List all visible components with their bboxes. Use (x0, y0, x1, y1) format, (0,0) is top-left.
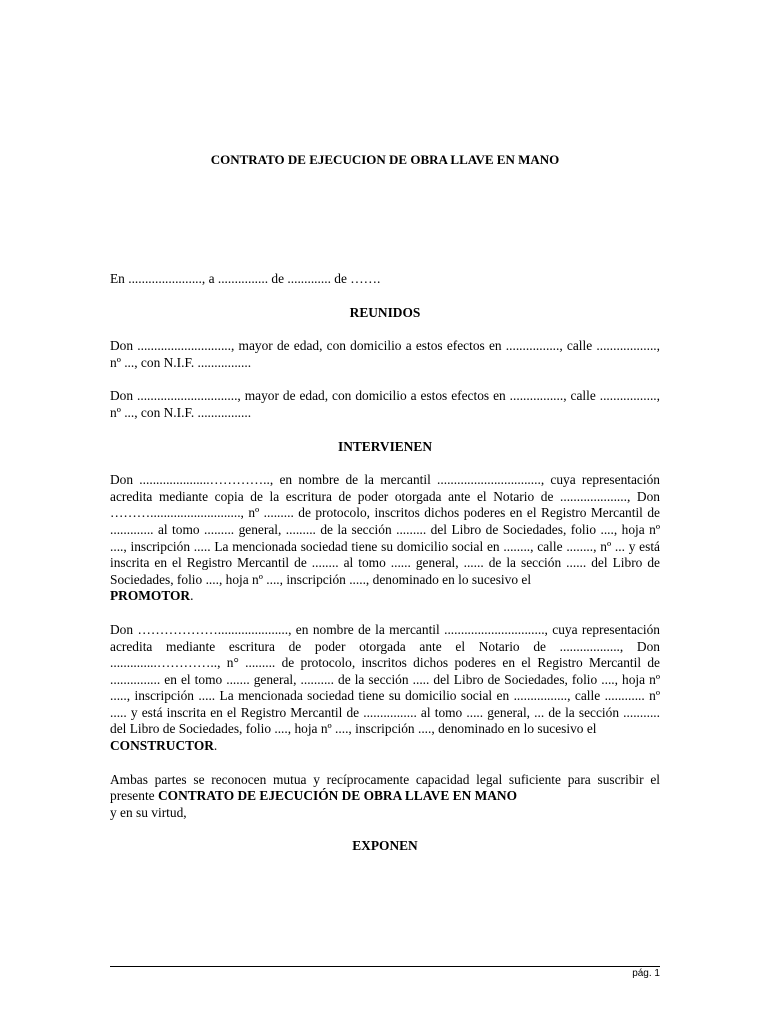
ambas-text-end: y en su virtud, (110, 804, 187, 820)
promotor-label: PROMOTOR (110, 588, 191, 604)
constructor-label: CONSTRUCTOR (110, 738, 214, 754)
page-number: pág. 1 (632, 968, 660, 979)
promotor-period: . (190, 588, 194, 604)
document-body (110, 271, 660, 872)
contract-name-bold: CONTRATO DE EJECUCIÓN DE OBRA LLAVE EN MANO (157, 788, 517, 804)
exponen-heading: EXPONEN (352, 838, 418, 854)
footer-divider (110, 966, 660, 967)
intervienen-heading: INTERVIENEN (337, 438, 433, 454)
intervienen-p2-text: Don ………………....................., en nombre de la mercantil .............................., cuya representación acredita mediante escritura de poder otorgada ante el Notario de .................., Don ..............………….., n° ......... de protocolo, inscritos dichos poderes en el Registro Mercantil de ............... en el tomo ....... general, .......... de la sección ..... del Libro de Sociedades, folio ...., hoja nº ....., inscripción ..... La mencionada sociedad tiene su domicilio social en ................, calle ............ nº ..... y está inscrita en el Registro Mercantil de ................ al tomo ..... general, ... de la sección ........... del Libro de Sociedades, folio ...., hoja nº ...., inscripción ...., denominado en lo sucesivo el (110, 621, 660, 737)
ambas-text-start: Ambas partes se reconocen mutua y recíprocamente capacidad legal suficiente para suscribir el presente (110, 771, 660, 804)
ambas-partes-paragraph (110, 772, 660, 822)
constructor-period: . (213, 738, 218, 754)
reunidos-paragraph-1: Don ............................, mayor de edad, con domicilio a estos efectos en ................, calle .................., nº ..., con N.I.F. ................ (110, 338, 660, 370)
place-date-line: En ......................, a ............... de ............. de ……. (110, 271, 381, 286)
document-title: CONTRATO DE EJECUCION DE OBRA LLAVE EN MANO (210, 152, 560, 167)
reunidos-paragraph-2: Don .............................., mayor de edad, con domicilio a estos efectos en ................, calle ................., nº ..., con N.I.F. ................ (110, 388, 660, 420)
intervienen-paragraph-1 (110, 472, 660, 605)
intervienen-p1-text: Don .....................………….., en nombre de la mercantil ..............................., cuya representación acredita mediante copia de la escritura de poder otorgada ante el Notario de ...................., Don ………..........................., nº ......... de protocolo, inscritos dichos poderes en el Registro Mercantil de ............. al tomo ......... general, ......... de la sección ......... del Libro de Sociedades, folio ...., hoja nº ...., inscripción ..... La mencionada sociedad tiene su domicilio social en ........, calle ........, nº ... y está inscrita en el Registro Mercantil de ........ al tomo ...... general, ...... de la sección ...... del Libro de Sociedades, folio ...., hoja nº ...., inscripción ....., denominado en lo sucesivo el (110, 472, 660, 587)
reunidos-heading: REUNIDOS (349, 304, 421, 320)
intervienen-paragraph-2 (110, 622, 660, 755)
